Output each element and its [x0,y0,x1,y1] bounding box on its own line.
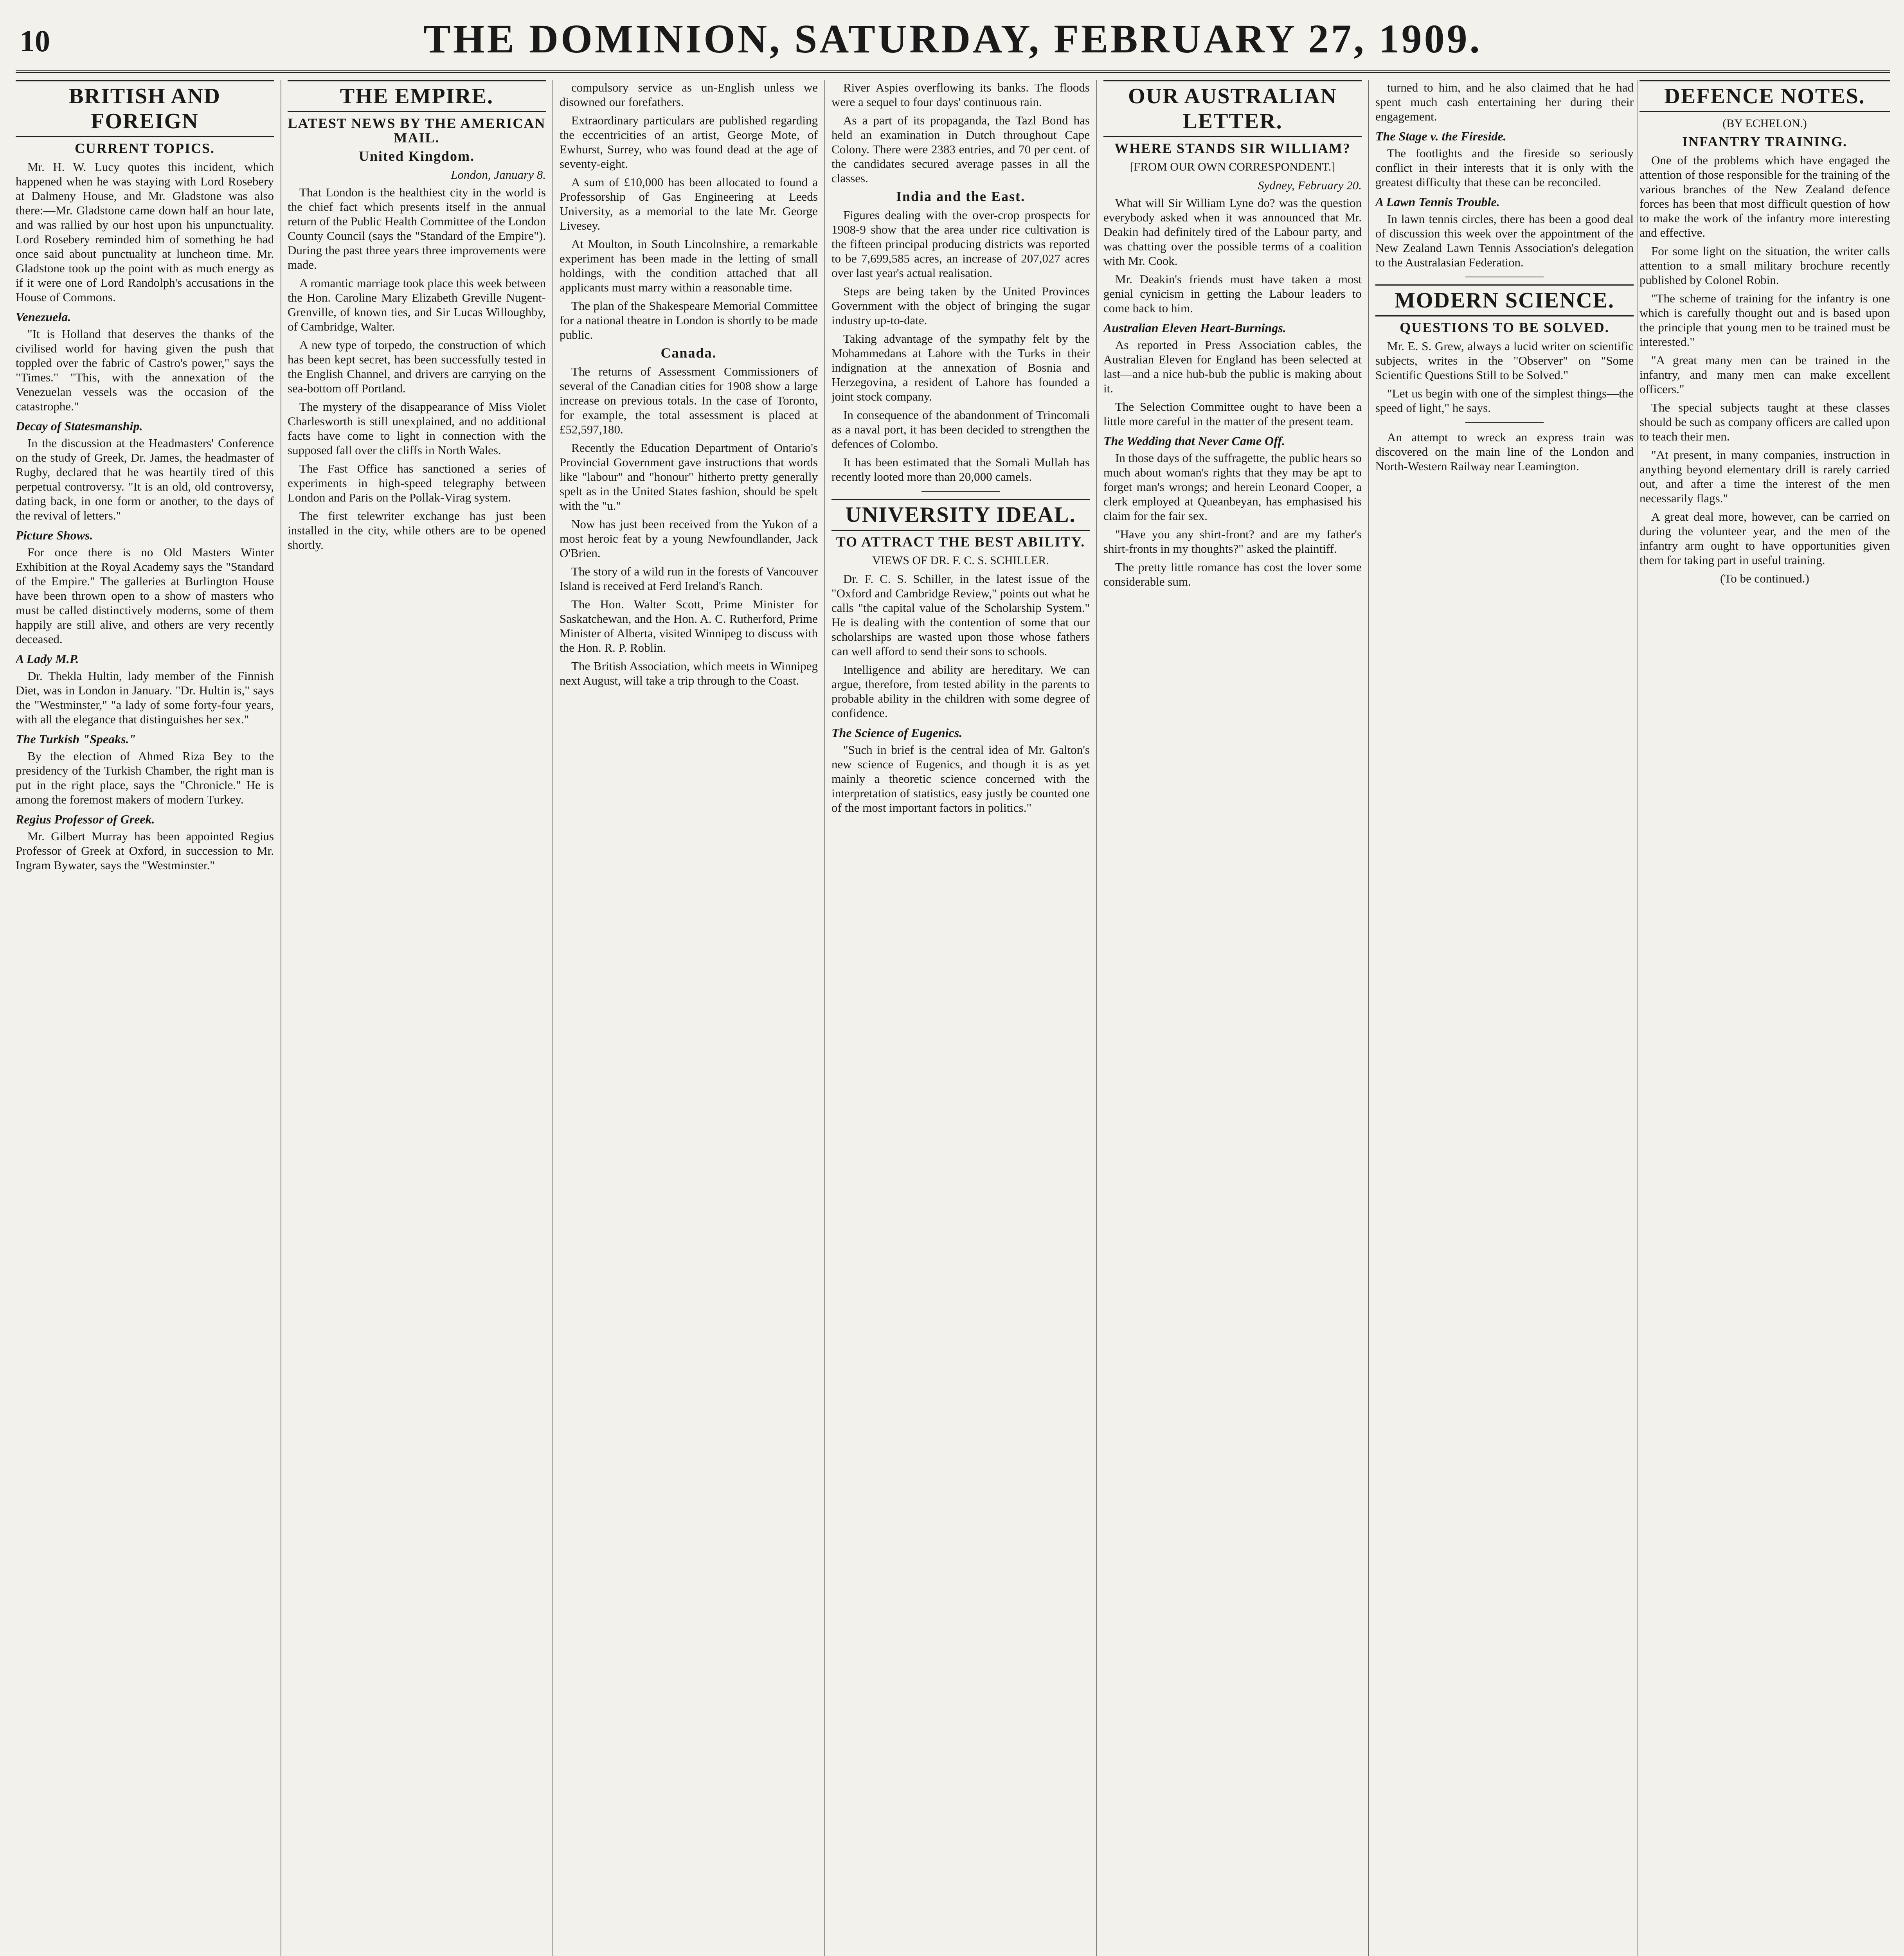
article-paragraph: The story of a wild run in the forests of Vancouver Island is received at Ferd Ireland's Ranch. [560,565,818,593]
byline: VIEWS OF DR. F. C. S. SCHILLER. [872,554,1049,567]
article-paragraph: The pretty little romance has cost the lover some considerable sum. [1103,560,1362,588]
masthead [16,12,1890,73]
newspaper-title: THE DOMINION, SATURDAY, FEBRUARY 27, 1909. [423,16,1482,61]
section-heading: DEFENCE NOTES. [1639,80,1890,112]
article-paragraph: What will Sir William Lyne do? was the question everybody asked when it was announced that Mr. Deakin had definitely tired of the Labour party, and was chatting over the possible terms of a coalition with Mr. Cook. [1103,196,1362,268]
article-paragraph: Mr. Gilbert Murray has been appointed Regius Professor of Greek at Oxford, in succession to Mr. Ingram Bywater, says the "Westminster." [16,829,274,872]
article-paragraph: compulsory service as un-English unless we disowned our forefathers. [560,81,818,109]
article-paragraph: The special subjects taught at these classes should be such as company officers are called upon to teach their men. [1639,401,1890,443]
divider [1465,422,1544,423]
article-paragraph: "The scheme of training for the infantry is one which is carefully thought out and is based upon the principle that young men to be trained must be interested." [1639,291,1890,349]
article-paragraph: Mr. Deakin's friends must have taken a most genial cynicism in getting the Labour leaders to come back to him. [1103,272,1362,315]
page-number: 10 [20,24,50,58]
column-rule [552,80,553,1956]
subsection-heading: INFANTRY TRAINING. [1682,134,1848,149]
column-australian-science [1375,80,1634,1956]
article-paragraph: An attempt to wreck an express train was discovered on the main line of the London and North-Western Railway near Leamington. [1375,430,1634,473]
article-paragraph: Figures dealing with the over-crop prospects for 1908-9 show that the area under rice cultivation is the fifteen principal producing districts was reported to be 7,699,585 acres, an increase of 207,027 acres over last year's actual realisation. [831,208,1090,280]
article-paragraph: "Let us begin with one of the simplest things—the speed of light," he says. [1375,387,1634,415]
article-paragraph: Now has just been received from the Yukon of a most heroic feat by a young Newfoundlander, Jack O'Brien. [560,517,818,560]
article-paragraph: "At present, in many companies, instruction in anything beyond elementary drill is rarely carried out, and after a time the interest of the men necessarily flags." [1639,448,1890,505]
article-paragraph: In consequence of the abandonment of Trincomali as a naval port, it has been decided to strengthen the defences of Colombo. [831,408,1090,451]
article-paragraph: Mr. H. W. Lucy quotes this incident, which happened when he was staying with Lord Rosebery at Dalmeny House, and Mr. Gladstone was also there:—Mr. Gladstone came down half an hour late, and was rallied by our host upon his unpunctuality. Lord Rosebery reminded him of something he had once said about punctuality at luncheon time. Mr. Gladstone took up the point with as much energy as if it were one of Lord Randolph's accusations in the House of Commons. [16,160,274,304]
article-paragraph: Taking advantage of the sympathy felt by the Mohammedans at Lahore with the Turks in their indignation at the annexation of Bosnia and Herzegovina, a resident of Lahore has founded a joint stock company. [831,332,1090,403]
side-heading: A Lawn Tennis Trouble. [1375,195,1500,209]
dateline: London, January 8. [451,168,546,182]
divider [921,491,1000,492]
region-heading: India and the East. [896,189,1026,204]
section-heading: BRITISH AND FOREIGN [16,80,274,137]
subsection-heading: QUESTIONS TO BE SOLVED. [1400,320,1609,335]
byline: [FROM OUR OWN CORRESPONDENT.] [1130,160,1335,173]
side-heading: Regius Professor of Greek. [16,812,155,826]
article-paragraph: As reported in Press Association cables, the Australian Eleven for England has been selected at last—and a nice hub-bub the public is making about it. [1103,338,1362,395]
article-paragraph: Dr. Thekla Hultin, lady member of the Finnish Diet, was in London in January. "Dr. Hultin is," says the "Westminster," "a lady of some forty-four years, with all the elegance that distinguishes her sex." [16,669,274,726]
article-paragraph: The mystery of the disappearance of Miss Violet Charlesworth is still unexplained, and no additional facts have come to light in connection with the supposed fall over the cliffs in North Wales. [288,400,546,457]
article-paragraph: It has been estimated that the Somali Mullah has recently looted more than 20,000 camels. [831,455,1090,484]
dateline: Sydney, February 20. [1258,178,1362,192]
column-rule [824,80,825,1956]
article-paragraph: Dr. F. C. S. Schiller, in the latest issue of the "Oxford and Cambridge Review," points out what he calls "the capital value of the Scholarship System." He is dealing with the contention of some that our scholarships are wasted upon those whose fathers can well afford to send their sons to schools. [831,572,1090,658]
article-paragraph: At Moulton, in South Lincolnshire, a remarkable experiment has been made in the letting of small holdings, with the condition attached that all applicants must marry within a reasonable time. [560,237,818,294]
column-defence-notes [1639,80,1890,1956]
article-paragraph: In lawn tennis circles, there has been a good deal of discussion this week over the appointment of the New Zealand Lawn Tennis Association's delegation to the Australasian Federation. [1375,212,1634,269]
region-heading: Canada. [660,345,717,361]
article-paragraph: As a part of its propaganda, the Tazl Bond has held an examination in Dutch throughout Cape Colony. There were 2383 entries, and 70 per cent. of the candidates secured average passes in all the classes. [831,113,1090,185]
column-rule [1368,80,1369,1956]
newspaper-page [16,12,1890,1956]
side-heading: Picture Shows. [16,528,93,542]
article-paragraph: turned to him, and he also claimed that he had spent much cash entertaining her during their engagement. [1375,81,1634,123]
subsection-heading: LATEST NEWS BY THE AMERICAN MAIL. [288,115,546,146]
article-paragraph: "Have you any shirt-front? and are my father's shirt-fronts in my thoughts?" asked the plaintiff. [1103,527,1362,556]
article-paragraph: For some light on the situation, the writer calls attention to a small military brochure recently published by Colonel Robin. [1639,244,1890,287]
continued-note: (To be continued.) [1720,572,1809,585]
article-paragraph: A great deal more, however, can be carried on during the volunteer year, and the men of the infantry arm ought to have opportunities given them for taking part in useful training. [1639,510,1890,567]
article-paragraph: One of the problems which have engaged the attention of those responsible for the training of the various branches of the New Zealand defence forces has been that most difficult question of how to make the work of the infantry more interesting and effective. [1639,153,1890,239]
subsection-heading: WHERE STANDS SIR WILLIAM? [1114,140,1351,156]
article-paragraph: By the election of Ahmed Riza Bey to the presidency of the Turkish Chamber, the right man is put in the right place, says the "Chronicle." He is among the foremost makers of modern Turkey. [16,749,274,806]
side-heading: The Turkish "Speaks." [16,732,136,746]
article-paragraph: Recently the Education Department of Ontario's Provincial Government gave instructions that words like "labour" and "honour" hitherto pretty generally spelt as in the United States fashion, should be spelt with the "u." [560,441,818,512]
article-paragraph: River Aspies overflowing its banks. The floods were a sequel to four days' continuous rain. [831,81,1090,109]
article-paragraph: "Such in brief is the central idea of Mr. Galton's new science of Eugenics, and though it is as yet mainly a theoretic science concerned with the interpretation of statistics, easy justly be counted one of the most important factors in politics." [831,743,1090,814]
article-paragraph: Steps are being taken by the United Provinces Government with the object of bringing the sugar industry up-to-date. [831,284,1090,327]
article-paragraph: The Selection Committee ought to have been a little more careful in the matter of the present team. [1103,400,1362,428]
region-heading: United Kingdom. [358,148,475,164]
article-paragraph: The plan of the Shakespeare Memorial Committee for a national theatre in London is shortly to be made public. [560,299,818,342]
column-rule [1096,80,1097,1956]
section-heading: OUR AUSTRALIAN LETTER. [1103,80,1362,137]
side-heading: The Wedding that Never Came Off. [1103,434,1285,448]
article-paragraph: The first telewriter exchange has just been installed in the city, while others are to be opened shortly. [288,509,546,552]
column-empire-continued [560,80,818,1956]
article-paragraph: The Hon. Walter Scott, Prime Minister for Saskatchewan, and the Hon. A. C. Rutherford, Prime Minister of Alberta, visited Winnipeg to discuss with the Hon. R. P. Roblin. [560,597,818,654]
article-paragraph: Mr. E. S. Grew, always a lucid writer on scientific subjects, writes in the "Observer" on "Some Scientific Questions Still to be Solved." [1375,339,1634,382]
subsection-heading: TO ATTRACT THE BEST ABILITY. [836,534,1085,550]
byline: (BY ECHELON.) [1722,117,1807,130]
side-heading: The Stage v. the Fireside. [1375,129,1506,143]
article-paragraph: Intelligence and ability are hereditary. We can argue, therefore, from tested ability in the parents to probable ability in the children with some degree of confidence. [831,663,1090,720]
side-heading: Australian Eleven Heart-Burnings. [1103,321,1286,335]
side-heading: Venezuela. [16,310,71,324]
side-heading: A Lady M.P. [16,652,79,666]
article-paragraph: "It is Holland that deserves the thanks of the civilised world for having given the push that toppled over the fabric of Castro's power," says the "Times." "This, with the annexation of the Venezuelan vessels was the occasion of the catastrophe." [16,327,274,413]
subsection-heading: CURRENT TOPICS. [74,140,215,156]
article-paragraph: That London is the healthiest city in the world is the chief fact which presents itself in the annual return of the Public Health Committee of the London County Council (says the "Standard of the Empire"). During the past three years three improvements were made. [288,185,546,271]
column-australian-letter [1103,80,1362,1956]
article-paragraph: "A great many men can be trained in the infantry, and many men can make excellent officers." [1639,353,1890,396]
article-paragraph: The footlights and the fireside so seriously conflict in their interests that it is only with the greatest difficulty that these can be reconciled. [1375,146,1634,189]
article-paragraph: The Fast Office has sanctioned a series of experiments in high-speed telegraphy between London and Paris on the Pollak-Virag system. [288,462,546,504]
article-paragraph: In those days of the suffragette, the public hears so much about woman's rights that they may be apt to forget man's wrongs; and herein Leonard Cooper, a clerk employed at Queanbeyan, has emphasised his claim for the fair sex. [1103,451,1362,523]
article-paragraph: The returns of Assessment Commissioners of several of the Canadian cities for 1908 show a large increase on previous totals. In the case of Toronto, for example, the total assessment is placed at £52,597,180. [560,365,818,436]
section-heading: UNIVERSITY IDEAL. [831,499,1090,531]
article-paragraph: A romantic marriage took place this week between the Hon. Caroline Mary Elizabeth Greville Nugent-Grenville, of known ties, and Sir Lucas Willoughby, of Cambridge, Walter. [288,276,546,333]
article-paragraph: For once there is no Old Masters Winter Exhibition at the Royal Academy says the "Standard of the Empire." The galleries at Burlington House have been thrown open to a show of masters who must be called distinctively moderns, some of them happily are still alive, and others are very recently deceased. [16,545,274,646]
section-heading: MODERN SCIENCE. [1375,284,1634,316]
side-heading: The Science of Eugenics. [831,726,963,740]
article-paragraph: The British Association, which meets in Winnipeg next August, will take a trip through to the Coast. [560,659,818,687]
column-british-foreign [16,80,274,1956]
side-heading: Decay of Statesmanship. [16,419,143,433]
article-paragraph: In the discussion at the Headmasters' Conference on the study of Greek, Dr. James, the headmaster of Rugby, declared that he was heartily tired of this perpetual controversy. "It is an old, old controversy, dating back, in one form or another, to the days of the revival of letters." [16,436,274,522]
article-paragraph: A new type of torpedo, the construction of which has been kept secret, has been successfully tested in the English Channel, and drivers are carrying on the sea-bottom off Portland. [288,338,546,395]
section-heading: THE EMPIRE. [288,80,546,112]
article-paragraph: Extraordinary particulars are published regarding the eccentricities of an artist, George Mote, of Ewhurst, Surrey, who was found dead at the age of seventy-eight. [560,113,818,171]
column-empire-india-university [831,80,1090,1956]
column-empire [288,80,546,1956]
article-paragraph: A sum of £10,000 has been allocated to found a Professorship of Gas Engineering at Leeds University, as a memorial to the late Mr. George Livesey. [560,175,818,232]
